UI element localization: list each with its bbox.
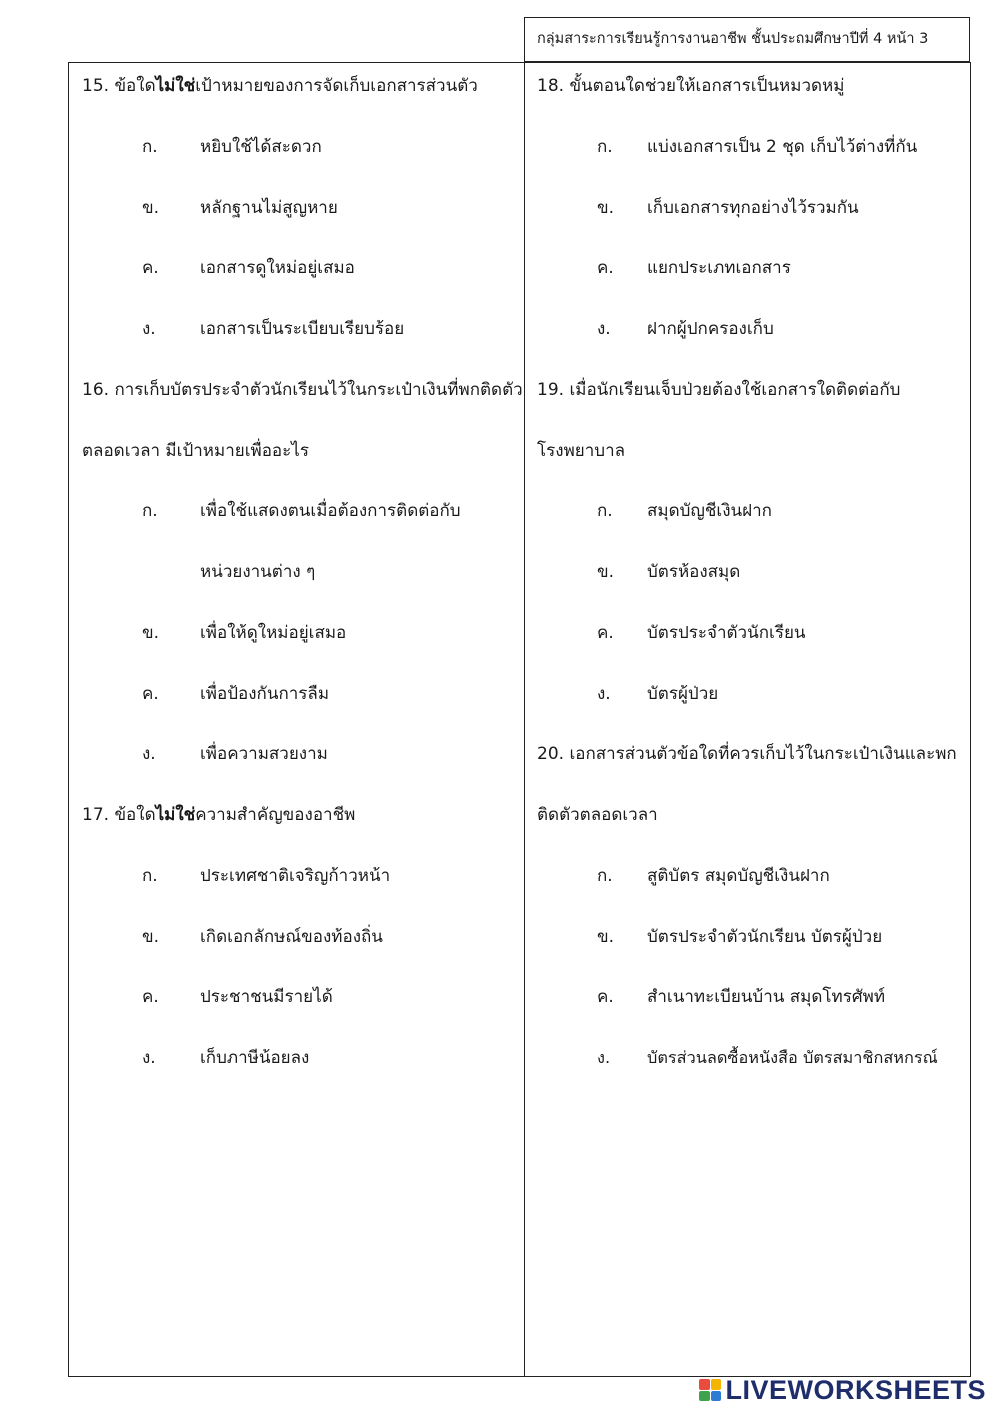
- question-17: 17. ข้อใดไม่ใช่ความสำคัญของอาชีพ: [82, 805, 356, 825]
- liveworksheets-wordmark: LIVEWORKSHEETS: [725, 1374, 986, 1405]
- q16-option-b[interactable]: ข. เพื่อให้ดูใหม่อยู่เสมอ: [142, 623, 347, 643]
- q15-option-c[interactable]: ค. เอกสารดูใหม่อยู่เสมอ: [142, 258, 355, 278]
- q19-option-d[interactable]: ง. บัตรผู้ป่วย: [597, 684, 719, 704]
- q16-option-a-cont: หน่วยงานต่าง ๆ: [200, 562, 316, 582]
- question-15: 15. ข้อใดไม่ใช่เป้าหมายของการจัดเก็บเอกสารส่วนตัว: [82, 76, 478, 96]
- header-box: [524, 17, 970, 62]
- q19-option-c[interactable]: ค. บัตรประจำตัวนักเรียน: [597, 623, 806, 643]
- liveworksheets-logo-icon: [699, 1379, 721, 1401]
- logo-tile-4: [711, 1391, 722, 1402]
- q18-option-b[interactable]: ข. เก็บเอกสารทุกอย่างไว้รวมกัน: [597, 198, 859, 218]
- question-18: 18. ขั้นตอนใดช่วยให้เอกสารเป็นหมวดหมู่: [537, 76, 845, 96]
- question-19-line1: 19. เมื่อนักเรียนเจ็บป่วยต้องใช้เอกสารใดติดต่อกับ: [537, 380, 901, 400]
- q15-option-a[interactable]: ก. หยิบใช้ได้สะดวก: [142, 137, 322, 157]
- q15-option-b[interactable]: ข. หลักฐานไม่สูญหาย: [142, 198, 338, 218]
- header-text: กลุ่มสาระการเรียนรู้การงานอาชีพ ชั้นประถมศึกษาปีที่ 4 หน้า 3: [537, 31, 929, 47]
- q16-option-a[interactable]: ก. เพื่อใช้แสดงตนเมื่อต้องการติดต่อกับ: [142, 501, 461, 521]
- q16-option-c[interactable]: ค. เพื่อป้องกันการลืม: [142, 684, 330, 704]
- q16-option-d[interactable]: ง. เพื่อความสวยงาม: [142, 744, 328, 764]
- question-20-line2: ติดตัวตลอดเวลา: [537, 805, 658, 825]
- q18-option-c[interactable]: ค. แยกประเภทเอกสาร: [597, 258, 791, 278]
- q20-option-d[interactable]: ง. บัตรส่วนลดซื้อหนังสือ บัตรสมาชิกสหกรณ์: [597, 1048, 938, 1067]
- q19-option-a[interactable]: ก. สมุดบัญชีเงินฝาก: [597, 501, 772, 521]
- question-16-line1: 16. การเก็บบัตรประจำตัวนักเรียนไว้ในกระเป๋าเงินที่พกติดตัว: [82, 380, 523, 400]
- q20-option-b[interactable]: ข. บัตรประจำตัวนักเรียน บัตรผู้ป่วย: [597, 927, 883, 947]
- q17-option-b[interactable]: ข. เกิดเอกลักษณ์ของท้องถิ่น: [142, 927, 383, 947]
- question-19-line2: โรงพยาบาล: [537, 441, 626, 461]
- liveworksheets-brand: [699, 1374, 986, 1406]
- q15-option-d[interactable]: ง. เอกสารเป็นระเบียบเรียบร้อย: [142, 319, 405, 339]
- logo-tile-3: [699, 1391, 710, 1402]
- logo-tile-2: [711, 1379, 722, 1390]
- q18-option-d[interactable]: ง. ฝากผู้ปกครองเก็บ: [597, 319, 774, 339]
- q17-option-d[interactable]: ง. เก็บภาษีน้อยลง: [142, 1048, 310, 1068]
- q18-option-a[interactable]: ก. แบ่งเอกสารเป็น 2 ชุด เก็บไว้ต่างที่กัน: [597, 137, 918, 157]
- q17-option-c[interactable]: ค. ประชาชนมีรายได้: [142, 987, 333, 1007]
- q19-option-b[interactable]: ข. บัตรห้องสมุด: [597, 562, 741, 582]
- q20-option-a[interactable]: ก. สูติบัตร สมุดบัญชีเงินฝาก: [597, 866, 830, 886]
- q20-option-c[interactable]: ค. สำเนาทะเบียนบ้าน สมุดโทรศัพท์: [597, 987, 886, 1007]
- q17-option-a[interactable]: ก. ประเทศชาติเจริญก้าวหน้า: [142, 866, 391, 886]
- question-16-line2: ตลอดเวลา มีเป้าหมายเพื่ออะไร: [82, 441, 309, 461]
- question-20-line1: 20. เอกสารส่วนตัวข้อใดที่ควรเก็บไว้ในกระเป๋าเงินและพก: [537, 744, 957, 764]
- column-divider: [524, 17, 525, 1377]
- logo-tile-1: [699, 1379, 710, 1390]
